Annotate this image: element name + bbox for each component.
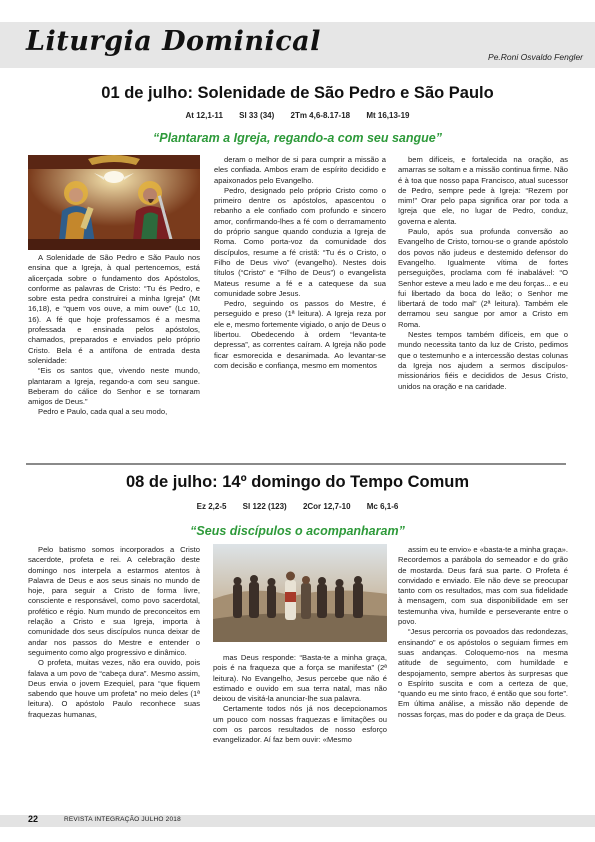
paragraph: Paulo, após sua profunda conversão ao Evangelho de Cristo, tornou-se o grande apóstolo dos povos não judeus e destemido defensor do Evangelho. Igualmente vítima de fortes perseguições, proclama com fé inabalável: “O Senhor esteve a meu lado e me deu forças... e eu fui libertado da boca do leão; o Senhor me libertará de todo mal” (2ª leitura). Também ele derramou seu sangue por amor a Cristo em Roma.	[398, 227, 568, 329]
article2-column-1	[28, 545, 200, 720]
paragraph: deram o melhor de si para cumprir a missão a eles confiada. Ambos eram de espírito decidido e apaixonados pelo Evangelho.	[214, 155, 386, 185]
article1-column-2	[214, 155, 386, 371]
article2-readings	[0, 502, 595, 511]
saints-peter-paul-image	[28, 155, 200, 250]
paragraph: Certamente todos nós já nos decepcionamos um pouco com nossas fraquezas e limitações ou com os parcos resultados de nosso esforço evangelizador. Aí faz bem ouvir: «Mesmo	[213, 704, 387, 745]
article1-readings	[0, 111, 595, 120]
paragraph: “Jesus percorria os povoados das redondezas, ensinando” e os apóstolos o seguiam firmes em suas andanças. Coloquemo-nos na mesma atitude de seguimento, com humildade e despojamento, sempre abertos às surpresas que o Espírito suscita e com a certeza de que, “quando eu me sinto fraco, é então que sou forte”. Em última análise, a missão não depende de nossas forças, mas do poder e da graça de Deus.	[398, 627, 568, 719]
section-divider	[26, 463, 566, 465]
page-header	[0, 0, 595, 70]
reading-ref: 2Cor 12,7-10	[302, 502, 351, 511]
paragraph: O profeta, muitas vezes, não era ouvido, pois falava a um povo de “cabeça dura”. Mesmo assim, Deus envia o jovem Ezequiel, para “que fiquem sabendo que houve um profeta” no meio deles (1ª leitura). O apóstolo Paulo reconhece suas fraquezas humanas,	[28, 658, 200, 719]
paragraph: Pelo batismo somos incorporados a Cristo sacerdote, profeta e rei. A celebração deste domingo nos interpela a estarmos atentos à Palavra de Deus e aos seus sinais no mundo de hoje, para seguir a Cristo de forma livre, consciente e responsável, como povo sacerdotal, profético e régio. Num mundo de preconceitos em relação a Cristo e sua Igreja, importa à comunidade dos seus discípulos nunca deixar de andar nos passos do Mestre e entender o seguimento como algo progressivo e dinâmico.	[28, 545, 200, 657]
page-footer	[0, 813, 595, 842]
paragraph: Pedro e Paulo, cada qual a seu modo,	[38, 407, 168, 417]
reading-ref: Ez 2,2-5	[196, 502, 227, 511]
article1-quote: “Plantaram a Igreja, regando-a com seu sangue”	[153, 131, 442, 145]
paragraph: Nestes tempos também difíceis, em que o mundo necessita tanto da luz de Cristo, pedimos que o testemunho e a intercessão destas colunas da Igreja nos ajudem a sermos discípulos-missionários fiéis e decididos de Jesus Cristo, unidos na oração e na caridade.	[398, 330, 568, 391]
paragraph: assim eu te envio» e «basta-te a minha graça». Recordemos a parábola do semeador e do grão de mostarda. Deus fará sua parte. O Profeta é convidado e enviado. Ele não deve se preocupar tanto com os resultados, mas com sua fidelidade à mensagem, com sua disponibilidade em ser testemunha viva, humilde e perseverante entre o povo.	[398, 545, 568, 627]
publication-name: REVISTA INTEGRAÇÃO JULHO 2018	[64, 816, 181, 823]
author-name: Pe.Roni Osvaldo Fengler	[488, 52, 583, 62]
article2-quote: “Seus discípulos o acompanharam”	[190, 524, 405, 538]
paragraph: A Solenidade de São Pedro e São Paulo nos ensina que a Igreja, à qual pertencemos, está alicerçada sobre o fundamento dos Apóstolos, conforme as palavras de Cristo: “Tu és Pedro, e sobre esta pedra construirei a minha Igreja” (Mt 16,18), e “quem vos ouve, a mim ouve” (Lc 10, 16). A fé que hoje professamos é a mesma professada e ensinada pelos apóstolos, chamados, preparados e enviados pelo próprio Cristo. Bela é a antífona de entrada desta solenidade:	[28, 253, 200, 365]
reading-ref: Mt 16,13-19	[366, 111, 410, 120]
reading-ref: Sl 122 (123)	[242, 502, 287, 511]
page-number: 22	[28, 814, 39, 824]
paragraph: mas Deus responde: “Basta-te a minha graça, pois é na fraqueza que a força se manifesta” (2ª leitura). No Evangelho, Jesus percebe que não é estimado e ouvido em sua terra natal, mas não deixou de visitá-la anunciar-lhe sua palavra.	[213, 653, 387, 704]
article1-title: 01 de julho: Solenidade de São Pedro e São Paulo	[101, 84, 494, 102]
reading-ref: 2Tm 4,6-8.17-18	[290, 111, 351, 120]
paragraph: Pedro, designado pelo próprio Cristo como o primeiro dentre os apóstolos, apascentou o rebanho a ele confiado com profundo e sincero amor, confirmando-lhes a fé com o derramamento do próprio sangue quando conduzia a Igreja de Roma. Como porta-voz da comunidade dos discípulos, resume a fé cristã: “Tu és o Cristo, o Filho de Deus vivo” (evangelho). Nestes dois títulos (“Cristo” e “Filho de Deus”) o evangelista Mateus resume a fé e a catequese da sua comunidade sobre Jesus.	[214, 185, 386, 298]
paragraph: Pedro, seguindo os passos do Mestre, é perseguido e preso (1ª leitura). A Igreja reza por ele e, mesmo fortemente vigiado, o anjo de Deus o libertou. Obedecendo à ordem “levanta-te depressa”, as correntes caíram. A Igreja não pode ficar esmorecida e desanimada. Ao levantar-se com decisão e confiança, mesmo em momentos	[214, 299, 386, 370]
paragraph: “Eis os santos que, vivendo neste mundo, plantaram a Igreja, regando-a com seu sangue. Beberam do cálice do Senhor e se tornaram amigos de Deus.”	[28, 366, 200, 407]
article1-column-3	[398, 155, 568, 392]
reading-ref: Sl 33 (34)	[239, 111, 275, 120]
reading-ref: At 12,1-11	[185, 111, 223, 120]
section-title: Liturgia Dominical	[26, 26, 321, 57]
article1-column-1	[28, 253, 200, 418]
paragraph: bem difíceis, e fortalecida na oração, as amarras se soltam e a missão continua firme. Não é à toa que nosso papa Francisco, atual sucessor de Pedro, sempre pede à Igreja: “Rezem por mim!” Orar pelo papa significa orar por toda a Igreja que ele, no lugar de Pedro, conduz, governa e alenta.	[398, 155, 568, 226]
article2-column-3	[398, 545, 568, 720]
jesus-disciples-image	[213, 544, 387, 642]
article2-title: 08 de julho: 14º domingo do Tempo Comum	[125, 473, 470, 491]
reading-ref: Mc 6,1-6	[366, 502, 399, 511]
article2-column-2	[213, 653, 387, 746]
